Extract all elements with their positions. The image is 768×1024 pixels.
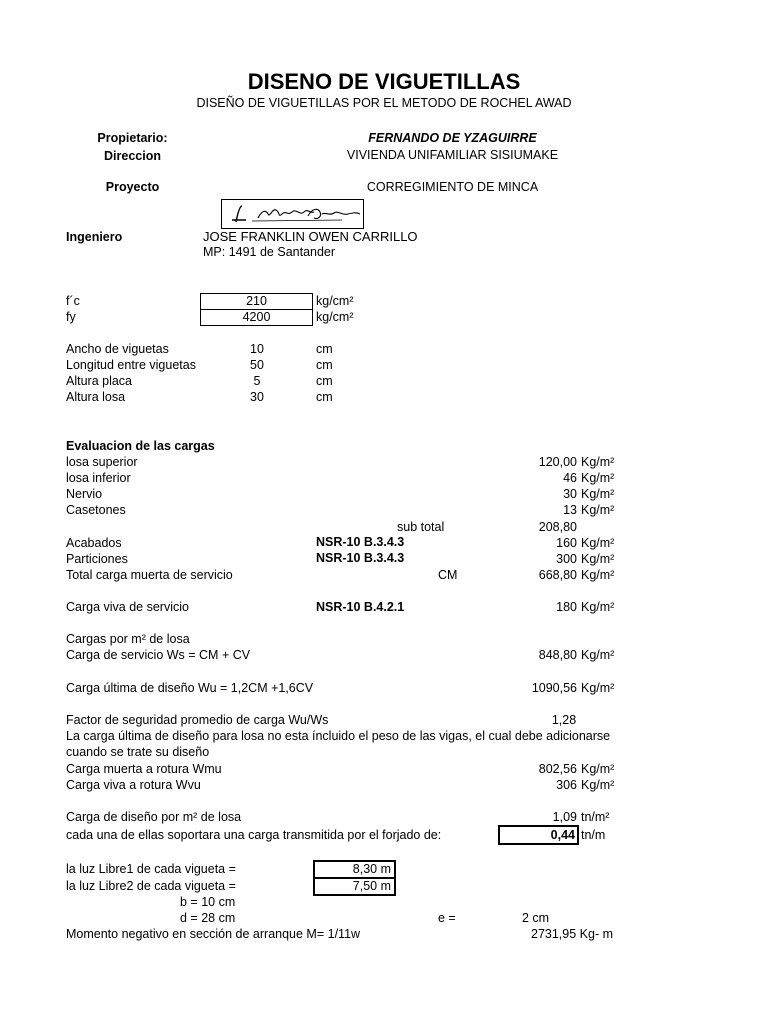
e-value: 2 cm — [522, 911, 550, 925]
dim-value: 5 — [253, 374, 261, 388]
particiones-ref: NSR-10 B.3.4.3 — [316, 551, 405, 565]
particiones-label: Particiones — [66, 552, 128, 566]
forjado-value: 0,44 — [498, 825, 579, 845]
losa-inferior-unit: Kg/m² — [581, 471, 615, 485]
address-value: VIVIENDA UNIFAMILIAR SISIUMAKE — [346, 148, 559, 162]
wu-label: Carga última de diseño Wu = 1,2CM +1,6CV — [66, 681, 314, 695]
page-subtitle: DISEÑO DE VIGUETILLAS POR EL METODO DE ROCHEL AWAD — [196, 96, 572, 110]
d-value: d = 28 cm — [180, 911, 236, 925]
acabados-ref: NSR-10 B.3.4.3 — [316, 535, 405, 549]
diseno-label: Carga de diseño por m² de losa — [66, 810, 242, 824]
dim-unit: cm — [316, 390, 333, 404]
signature-box — [221, 199, 364, 229]
wu-unit: Kg/m² — [581, 681, 615, 695]
nervio-value: 30 — [563, 487, 577, 501]
acabados-value: 160 — [556, 536, 577, 550]
owner-value: FERNANDO DE YZAGUIRRE — [368, 131, 537, 145]
wu-value: 1090,56 — [531, 681, 577, 695]
dim-label: Longitud entre viguetas — [66, 358, 196, 372]
total-cm-label: Total carga muerta de servicio — [66, 568, 233, 582]
fc-unit: kg/cm² — [316, 294, 354, 308]
b-value: b = 10 cm — [180, 895, 236, 909]
dim-unit: cm — [316, 342, 333, 356]
fy-label: fy — [66, 310, 76, 324]
fc-value: 210 — [200, 293, 313, 310]
address-label: Direccion — [104, 149, 161, 163]
ws-value: 848,80 — [538, 648, 577, 662]
factor-label: Factor de seguridad promedio de carga Wu/Ws — [66, 713, 329, 727]
signature-icon — [222, 200, 363, 228]
cargas-m2-label: Cargas por m² de losa — [66, 632, 190, 646]
page-title: DISENO DE VIGUETILLAS — [247, 69, 521, 94]
acabados-label: Acabados — [66, 536, 122, 550]
project-value: CORREGIMIENTO DE MINCA — [366, 180, 539, 194]
dim-unit: cm — [316, 374, 333, 388]
casetones-label: Casetones — [66, 503, 126, 517]
dim-label: Altura placa — [66, 374, 133, 388]
acabados-unit: Kg/m² — [581, 536, 615, 550]
particiones-unit: Kg/m² — [581, 552, 615, 566]
diseno-value: 1,09 — [552, 810, 577, 824]
total-cm-tag: CM — [438, 568, 458, 582]
wmu-label: Carga muerta a rotura Wmu — [66, 762, 222, 776]
total-cm-value: 668,80 — [538, 568, 577, 582]
cv-label: Carga viva de servicio — [66, 600, 189, 614]
luz1-label: la luz Libre1 de cada vigueta = — [66, 862, 236, 876]
dim-label: Altura losa — [66, 390, 126, 404]
fy-unit: kg/cm² — [316, 310, 354, 324]
cv-unit: Kg/m² — [581, 600, 615, 614]
diseno-unit: tn/m² — [581, 810, 610, 824]
luz2-value: 7,50 m — [313, 877, 396, 896]
losa-superior-label: losa superior — [66, 455, 138, 469]
casetones-value: 13 — [563, 503, 577, 517]
fc-label: f´c — [66, 294, 80, 308]
losa-superior-unit: Kg/m² — [581, 455, 615, 469]
wvu-label: Carga viva a rotura Wvu — [66, 778, 201, 792]
note-line-1: La carga última de diseño para losa no esta íncluido el peso de las vigas, el cual debe adicionarse — [66, 729, 611, 743]
ws-unit: Kg/m² — [581, 648, 615, 662]
cv-value: 180 — [556, 600, 577, 614]
momento-label: Momento negativo en sección de arranque M= 1/11w — [66, 927, 361, 941]
fy-value: 4200 — [200, 309, 313, 326]
subtotal-label: sub total — [397, 520, 445, 534]
luz2-label: la luz Libre2 de cada vigueta = — [66, 879, 236, 893]
losa-inferior-label: losa inferior — [66, 471, 131, 485]
luz1-value: 8,30 m — [313, 860, 396, 879]
losa-superior-value: 120,00 — [538, 455, 577, 469]
nervio-unit: Kg/m² — [581, 487, 615, 501]
wvu-value: 306 — [556, 778, 577, 792]
cv-ref: NSR-10 B.4.2.1 — [316, 600, 405, 614]
engineer-name: JOSE FRANKLIN OWEN CARRILLO — [203, 229, 418, 244]
wmu-unit: Kg/m² — [581, 762, 615, 776]
dim-value: 10 — [250, 342, 264, 356]
ws-label: Carga de servicio Ws = CM + CV — [66, 648, 251, 662]
owner-label: Propietario: — [97, 131, 168, 145]
factor-value: 1,28 — [551, 713, 577, 727]
loads-heading: Evaluacion de las cargas — [66, 439, 215, 453]
engineer-mp: MP: 1491 de Santander — [203, 245, 336, 259]
nervio-label: Nervio — [66, 487, 103, 501]
dim-value: 30 — [250, 390, 264, 404]
wvu-unit: Kg/m² — [581, 778, 615, 792]
casetones-unit: Kg/m² — [581, 503, 615, 517]
dim-label: Ancho de viguetas — [66, 342, 169, 356]
note-line-2: cuando se trate su diseño — [66, 745, 210, 759]
forjado-label: cada una de ellas soportara una carga transmitida por el forjado de: — [66, 828, 442, 842]
engineer-label: Ingeniero — [66, 230, 123, 244]
total-cm-unit: Kg/m² — [581, 568, 615, 582]
subtotal-value: 208,80 — [538, 520, 577, 534]
losa-inferior-value: 46 — [563, 471, 577, 485]
project-label: Proyecto — [105, 180, 160, 194]
forjado-unit: tn/m — [581, 828, 606, 842]
particiones-value: 300 — [556, 552, 577, 566]
momento-value: 2731,95 Kg- m — [531, 927, 613, 941]
dim-value: 50 — [250, 358, 264, 372]
wmu-value: 802,56 — [538, 762, 577, 776]
dim-unit: cm — [316, 358, 333, 372]
e-label: e = — [438, 911, 456, 925]
